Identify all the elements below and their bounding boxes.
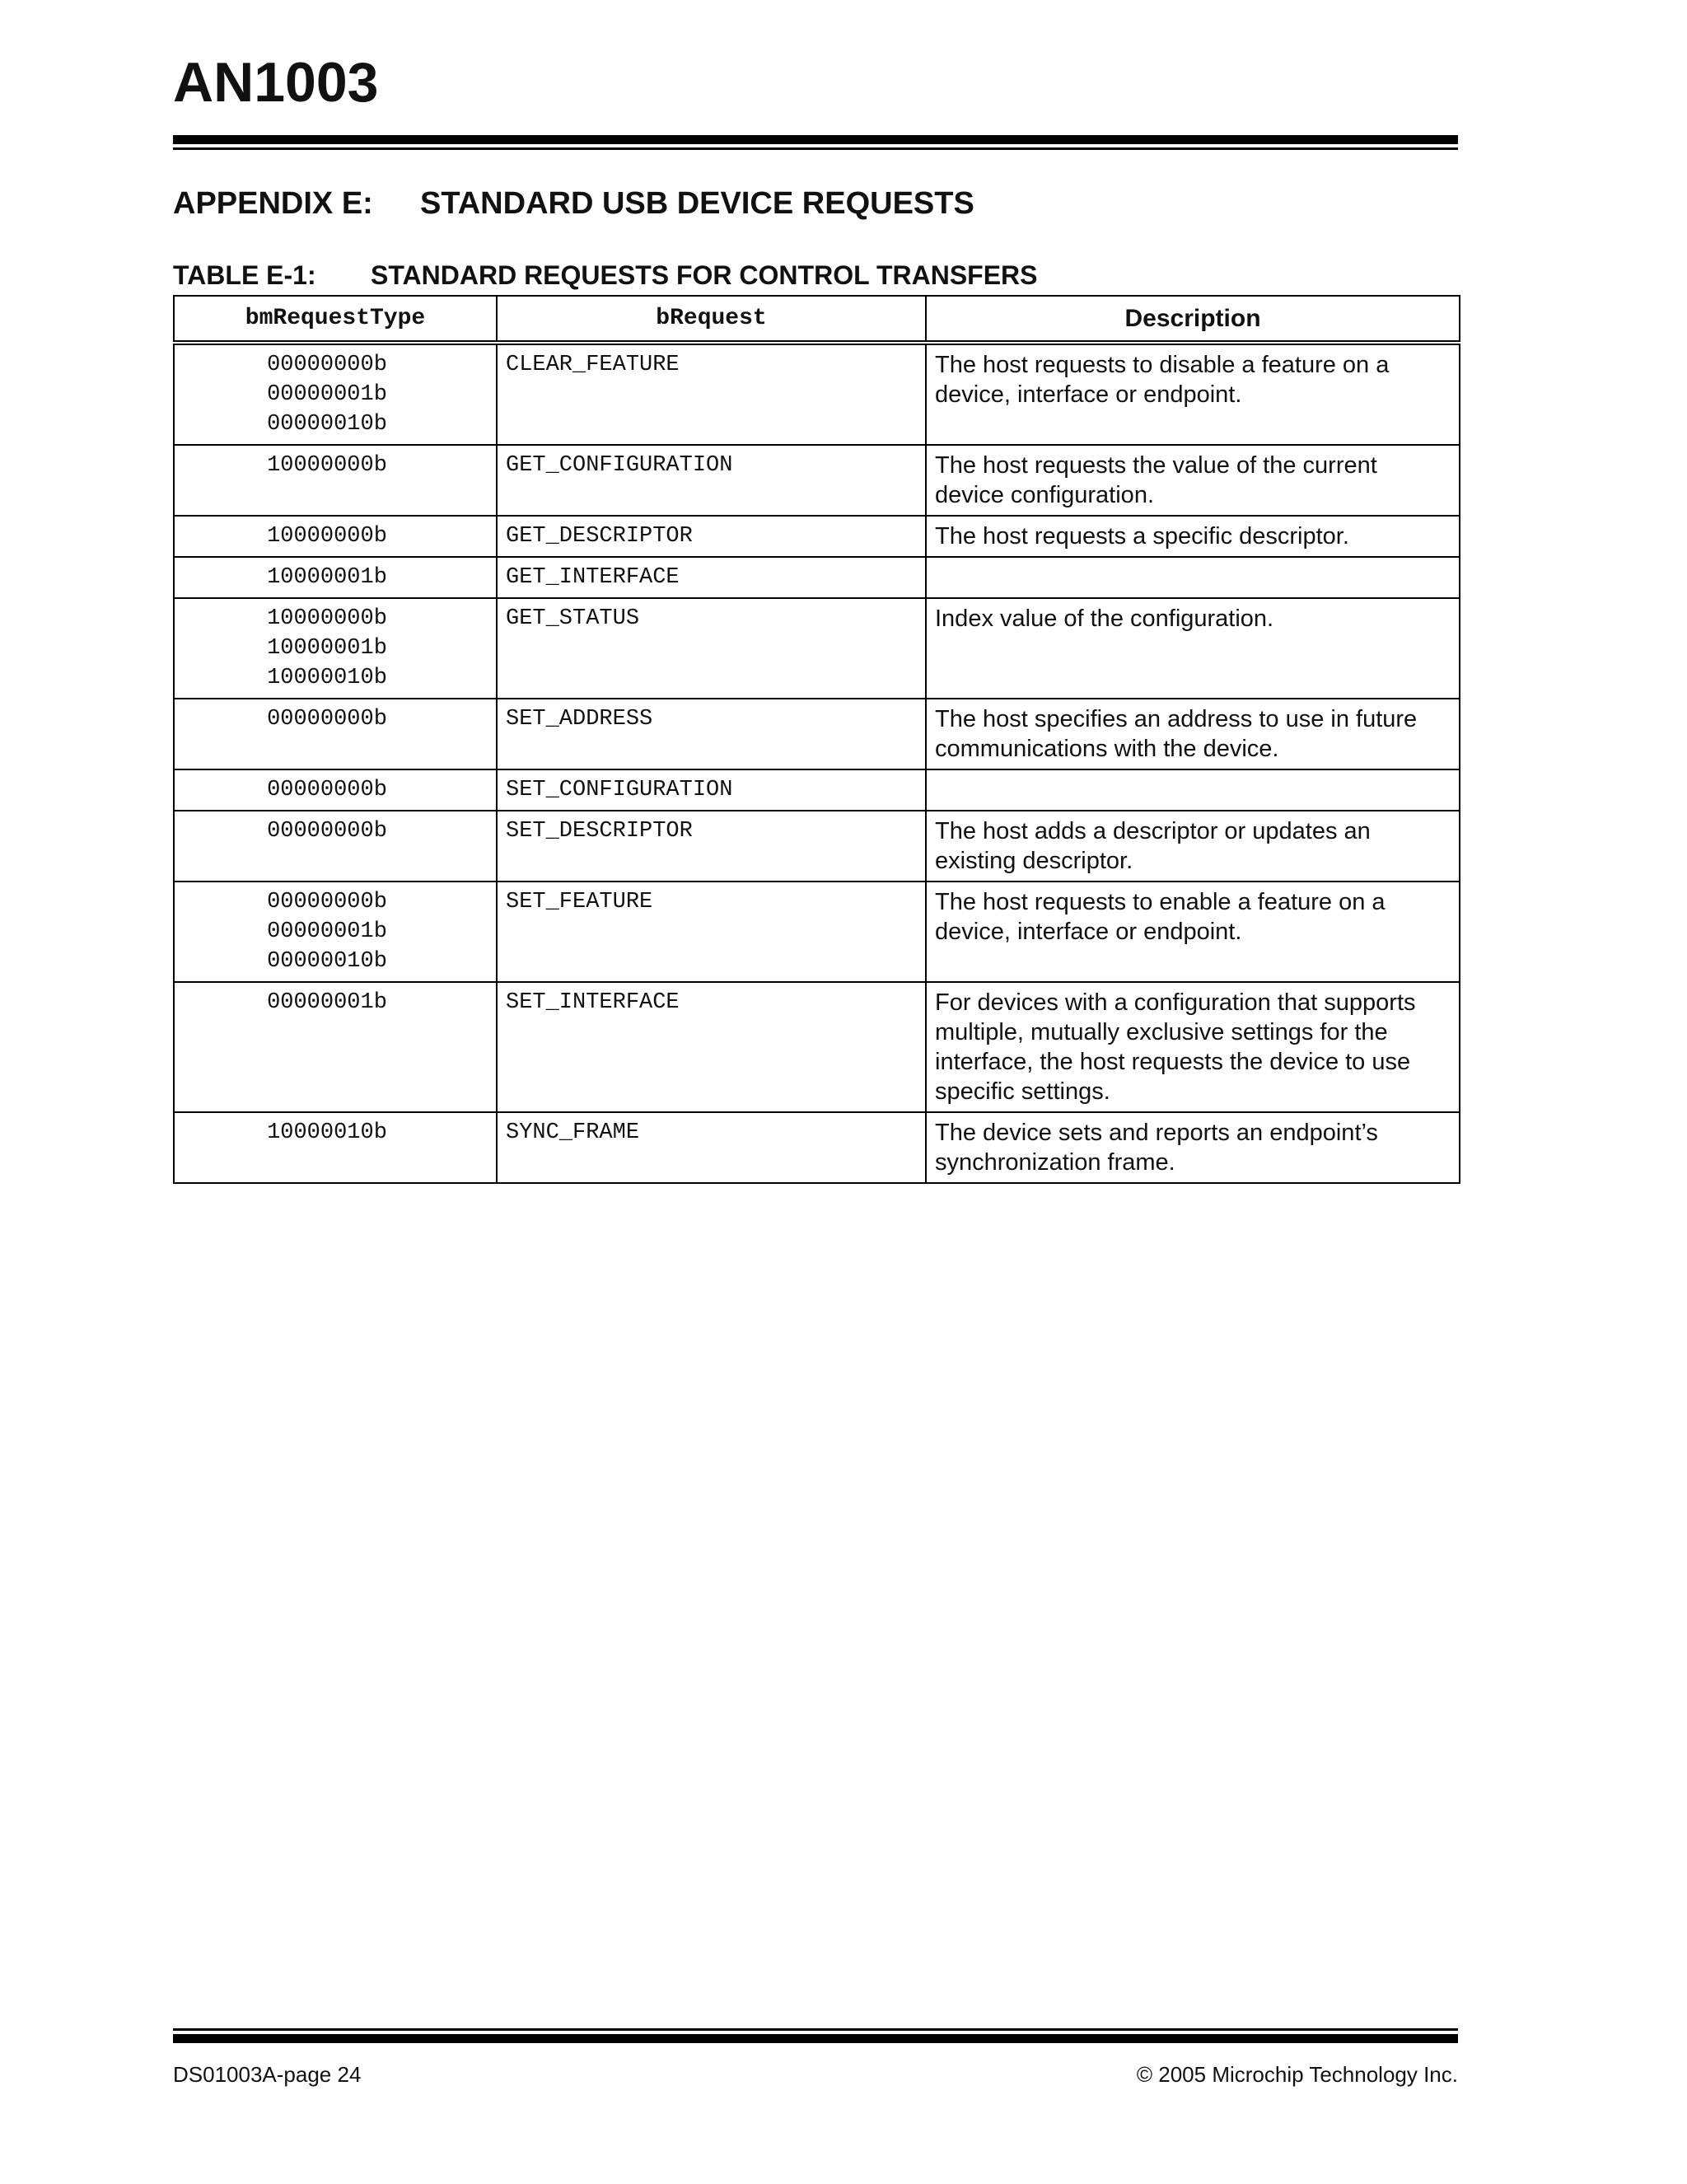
table-header-row — [174, 296, 1460, 343]
cell-description: The host specifies an address to use in future communications with the device. — [926, 699, 1460, 769]
table-row — [174, 557, 1460, 598]
cell-description: Index value of the configuration. — [926, 598, 1460, 699]
column-header-bmrequesttype: bmRequestType — [174, 296, 497, 343]
request-type-value: 10000010b — [267, 666, 387, 690]
request-type-value: 00000000b — [267, 890, 387, 914]
cell-bmrequesttype — [174, 882, 497, 982]
cell-bmrequesttype — [174, 516, 497, 557]
cell-brequest: SET_FEATURE — [497, 882, 926, 982]
column-header-brequest: bRequest — [497, 296, 926, 343]
cell-description — [926, 557, 1460, 598]
request-type-value: 00000001b — [267, 382, 387, 407]
page-label: DS01003A-page 24 — [173, 2062, 362, 2087]
request-type-value: 00000000b — [267, 819, 387, 844]
table-caption — [173, 262, 1038, 288]
table-row — [174, 982, 1460, 1112]
cell-brequest: GET_STATUS — [497, 598, 926, 699]
cell-description — [926, 769, 1460, 811]
header-rule-thin — [173, 147, 1458, 150]
request-type-value: 00000000b — [267, 707, 387, 732]
cell-description: The host requests a specific descriptor. — [926, 516, 1460, 557]
request-type-value: 10000001b — [267, 565, 387, 590]
request-type-value: 10000000b — [267, 606, 387, 631]
cell-bmrequesttype — [174, 445, 497, 516]
cell-brequest: SET_ADDRESS — [497, 699, 926, 769]
cell-bmrequesttype — [174, 557, 497, 598]
appendix-title: STANDARD USB DEVICE REQUESTS — [420, 186, 974, 221]
table-row — [174, 811, 1460, 882]
request-type-value: 10000001b — [267, 636, 387, 661]
cell-description: The host requests to disable a feature on a device, interface or endpoint. — [926, 343, 1460, 445]
request-type-value: 00000000b — [267, 778, 387, 802]
table-row — [174, 343, 1460, 445]
cell-description: The device sets and reports an endpoint’s synchronization frame. — [926, 1112, 1460, 1183]
request-type-value: 00000010b — [267, 412, 387, 437]
footer-rule-thick — [173, 2034, 1458, 2043]
table-row — [174, 1112, 1460, 1183]
cell-description: The host requests the value of the current device configuration. — [926, 445, 1460, 516]
cell-bmrequesttype — [174, 699, 497, 769]
table-row — [174, 882, 1460, 982]
cell-brequest: CLEAR_FEATURE — [497, 343, 926, 445]
table-row — [174, 445, 1460, 516]
request-type-value: 00000001b — [267, 919, 387, 944]
cell-bmrequesttype — [174, 769, 497, 811]
table-row — [174, 598, 1460, 699]
cell-brequest: GET_CONFIGURATION — [497, 445, 926, 516]
cell-description: For devices with a configuration that supports multiple, mutually exclusive settings for the interface, the host requests the device to use specific settings. — [926, 982, 1460, 1112]
cell-brequest: SET_INTERFACE — [497, 982, 926, 1112]
table-caption-number: TABLE E-1: — [173, 260, 316, 290]
cell-brequest: SET_CONFIGURATION — [497, 769, 926, 811]
request-type-value: 10000000b — [267, 524, 387, 549]
request-type-value: 00000000b — [267, 353, 387, 377]
table-caption-title: STANDARD REQUESTS FOR CONTROL TRANSFERS — [371, 260, 1038, 290]
cell-bmrequesttype — [174, 982, 497, 1112]
table-row — [174, 699, 1460, 769]
cell-brequest: SYNC_FRAME — [497, 1112, 926, 1183]
copyright: © 2005 Microchip Technology Inc. — [1136, 2062, 1458, 2087]
cell-brequest: GET_DESCRIPTOR — [497, 516, 926, 557]
cell-description: The host requests to enable a feature on a device, interface or endpoint. — [926, 882, 1460, 982]
cell-bmrequesttype — [174, 598, 497, 699]
table-body — [174, 343, 1460, 1183]
cell-bmrequesttype — [174, 811, 497, 882]
request-type-value: 10000010b — [267, 1120, 387, 1145]
cell-brequest: GET_INTERFACE — [497, 557, 926, 598]
cell-bmrequesttype — [174, 343, 497, 445]
appendix-heading — [173, 188, 974, 219]
cell-description: The host adds a descriptor or updates an existing descriptor. — [926, 811, 1460, 882]
appendix-number: APPENDIX E: — [173, 186, 373, 221]
document-number: AN1003 — [173, 51, 379, 114]
cell-brequest: SET_DESCRIPTOR — [497, 811, 926, 882]
request-type-value: 00000001b — [267, 990, 387, 1015]
table-row — [174, 769, 1460, 811]
request-type-value: 10000000b — [267, 453, 387, 478]
request-type-value: 00000010b — [267, 949, 387, 974]
column-header-description: Description — [926, 296, 1460, 343]
header-rule-thick — [173, 135, 1458, 144]
cell-bmrequesttype — [174, 1112, 497, 1183]
footer-rule-thin — [173, 2028, 1458, 2031]
table-row — [174, 516, 1460, 557]
requests-table — [173, 295, 1460, 1184]
